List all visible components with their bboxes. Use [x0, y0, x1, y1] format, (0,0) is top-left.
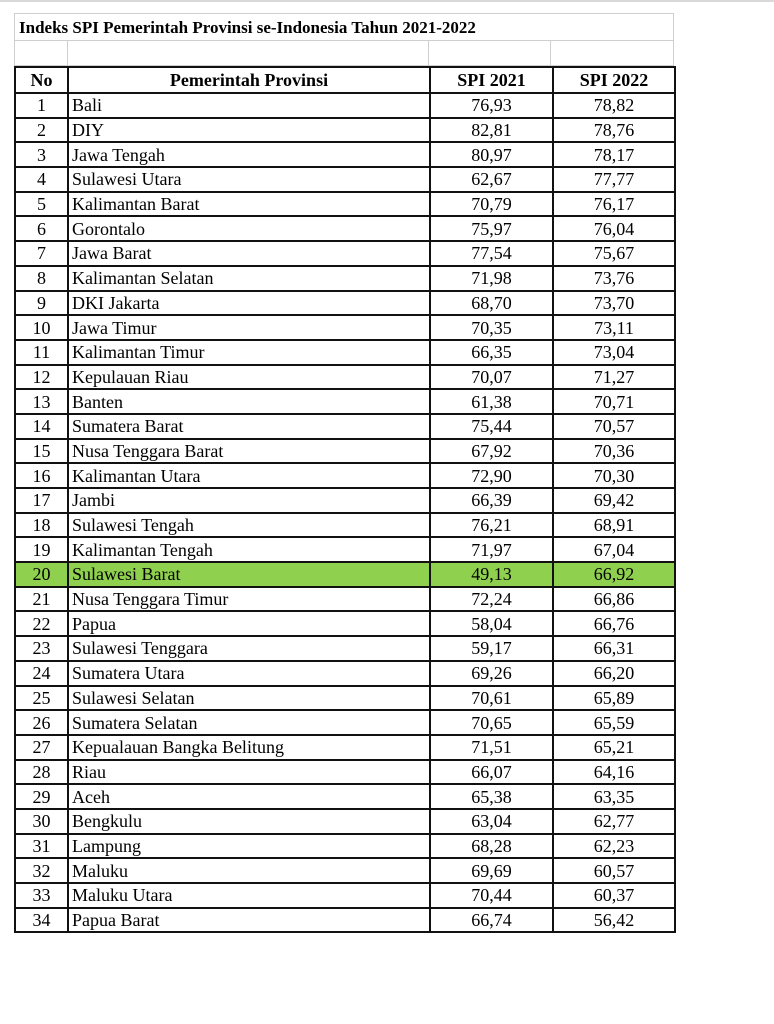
- top-divider: [0, 0, 774, 2]
- spi-table: [14, 66, 676, 933]
- spi-2021-cell: 76,93: [430, 93, 553, 118]
- spi-2021-cell: 77,54: [430, 241, 553, 266]
- table-row: [15, 142, 675, 167]
- no-cell: 31: [15, 834, 68, 859]
- spi-2022-cell: 71,27: [553, 365, 675, 390]
- table-row: [15, 735, 675, 760]
- table-row: [15, 834, 675, 859]
- spi-2022-cell: 70,57: [553, 414, 675, 439]
- province-cell: Kalimantan Utara: [68, 463, 430, 488]
- spi-2021-cell: 62,67: [430, 167, 553, 192]
- province-cell: Jawa Timur: [68, 315, 430, 340]
- province-cell: Maluku Utara: [68, 883, 430, 908]
- no-cell: 8: [15, 266, 68, 291]
- no-cell: 25: [15, 686, 68, 711]
- table-body: [15, 93, 675, 932]
- blank-cell: [15, 41, 68, 65]
- province-cell: Papua: [68, 611, 430, 636]
- no-cell: 5: [15, 192, 68, 217]
- no-cell: 14: [15, 414, 68, 439]
- no-cell: 20: [15, 562, 68, 587]
- spi-2022-cell: 66,92: [553, 562, 675, 587]
- spi-2021-cell: 71,97: [430, 537, 553, 562]
- spi-2021-cell: 69,26: [430, 661, 553, 686]
- table-row: [15, 167, 675, 192]
- no-cell: 17: [15, 488, 68, 513]
- blank-cell: [429, 41, 552, 65]
- province-cell: Sumatera Utara: [68, 661, 430, 686]
- spi-2021-cell: 71,51: [430, 735, 553, 760]
- table-row: [15, 118, 675, 143]
- no-cell: 9: [15, 291, 68, 316]
- spi-2021-cell: 82,81: [430, 118, 553, 143]
- spi-2021-cell: 70,79: [430, 192, 553, 217]
- province-cell: Riau: [68, 760, 430, 785]
- table-row: [15, 266, 675, 291]
- spi-2021-cell: 66,35: [430, 340, 553, 365]
- spi-2021-cell: 80,97: [430, 142, 553, 167]
- province-cell: Sumatera Barat: [68, 414, 430, 439]
- table-row: [15, 241, 675, 266]
- no-cell: 34: [15, 908, 68, 933]
- spi-2022-cell: 76,17: [553, 192, 675, 217]
- spi-2021-cell: 70,35: [430, 315, 553, 340]
- province-cell: Bengkulu: [68, 809, 430, 834]
- spi-2022-cell: 66,20: [553, 661, 675, 686]
- spi-2022-cell: 62,23: [553, 834, 675, 859]
- spi-2022-cell: 73,04: [553, 340, 675, 365]
- table-row: [15, 513, 675, 538]
- spi-2021-cell: 75,44: [430, 414, 553, 439]
- header-province: Pemerintah Provinsi: [68, 67, 430, 93]
- spi-2022-cell: 65,89: [553, 686, 675, 711]
- spi-2022-cell: 78,82: [553, 93, 675, 118]
- table-row: [15, 93, 675, 118]
- table-row: [15, 636, 675, 661]
- no-cell: 24: [15, 661, 68, 686]
- spi-2021-cell: 66,39: [430, 488, 553, 513]
- spi-2021-cell: 58,04: [430, 611, 553, 636]
- table-row: [15, 710, 675, 735]
- header-no: No: [15, 67, 68, 93]
- no-cell: 22: [15, 611, 68, 636]
- table-row: [15, 389, 675, 414]
- spi-2022-cell: 63,35: [553, 784, 675, 809]
- spi-2021-cell: 70,44: [430, 883, 553, 908]
- no-cell: 21: [15, 587, 68, 612]
- no-cell: 1: [15, 93, 68, 118]
- header-spi-2021: SPI 2021: [430, 67, 553, 93]
- no-cell: 12: [15, 365, 68, 390]
- table-row: [15, 661, 675, 686]
- blank-row: [14, 40, 674, 66]
- table-row: [15, 883, 675, 908]
- header-spi-2022: SPI 2022: [553, 67, 675, 93]
- spi-2022-cell: 70,71: [553, 389, 675, 414]
- province-cell: Banten: [68, 389, 430, 414]
- province-cell: Kepualauan Bangka Belitung: [68, 735, 430, 760]
- province-cell: Jambi: [68, 488, 430, 513]
- spi-2022-cell: 78,76: [553, 118, 675, 143]
- spi-2021-cell: 61,38: [430, 389, 553, 414]
- spi-2022-cell: 66,31: [553, 636, 675, 661]
- spi-2021-cell: 75,97: [430, 216, 553, 241]
- province-cell: Kalimantan Selatan: [68, 266, 430, 291]
- no-cell: 15: [15, 439, 68, 464]
- spi-2022-cell: 76,04: [553, 216, 675, 241]
- table-title: Indeks SPI Pemerintah Provinsi se-Indonesia Tahun 2021-2022: [14, 13, 674, 40]
- no-cell: 33: [15, 883, 68, 908]
- table-row: [15, 908, 675, 933]
- spi-2021-cell: 68,28: [430, 834, 553, 859]
- no-cell: 30: [15, 809, 68, 834]
- no-cell: 11: [15, 340, 68, 365]
- province-cell: DIY: [68, 118, 430, 143]
- table-row: [15, 216, 675, 241]
- province-cell: Jawa Barat: [68, 241, 430, 266]
- spi-2021-cell: 71,98: [430, 266, 553, 291]
- table-row: [15, 340, 675, 365]
- table-row: [15, 587, 675, 612]
- spi-2021-cell: 68,70: [430, 291, 553, 316]
- spi-2021-cell: 67,92: [430, 439, 553, 464]
- spi-2021-cell: 63,04: [430, 809, 553, 834]
- spi-2022-cell: 69,42: [553, 488, 675, 513]
- province-cell: Sulawesi Barat: [68, 562, 430, 587]
- province-cell: Bali: [68, 93, 430, 118]
- province-cell: Sulawesi Tenggara: [68, 636, 430, 661]
- no-cell: 28: [15, 760, 68, 785]
- province-cell: Kepulauan Riau: [68, 365, 430, 390]
- spi-2022-cell: 64,16: [553, 760, 675, 785]
- spi-2022-cell: 75,67: [553, 241, 675, 266]
- table-row: [15, 488, 675, 513]
- spi-2022-cell: 62,77: [553, 809, 675, 834]
- spi-2021-cell: 70,07: [430, 365, 553, 390]
- spi-2021-cell: 66,07: [430, 760, 553, 785]
- table-row: [15, 315, 675, 340]
- spi-2022-cell: 56,42: [553, 908, 675, 933]
- no-cell: 4: [15, 167, 68, 192]
- table-row: [15, 760, 675, 785]
- table-row: [15, 463, 675, 488]
- blank-cell: [551, 41, 673, 65]
- no-cell: 6: [15, 216, 68, 241]
- table-row: [15, 291, 675, 316]
- no-cell: 2: [15, 118, 68, 143]
- spi-2021-cell: 72,90: [430, 463, 553, 488]
- province-cell: Aceh: [68, 784, 430, 809]
- no-cell: 29: [15, 784, 68, 809]
- spi-2021-cell: 66,74: [430, 908, 553, 933]
- province-cell: Lampung: [68, 834, 430, 859]
- spi-2021-cell: 59,17: [430, 636, 553, 661]
- spi-2021-cell: 72,24: [430, 587, 553, 612]
- table-row: [15, 192, 675, 217]
- province-cell: Jawa Tengah: [68, 142, 430, 167]
- table-row: [15, 439, 675, 464]
- province-cell: Kalimantan Timur: [68, 340, 430, 365]
- table-row: [15, 858, 675, 883]
- table-row: [15, 365, 675, 390]
- no-cell: 18: [15, 513, 68, 538]
- blank-cell: [68, 41, 429, 65]
- no-cell: 23: [15, 636, 68, 661]
- spi-2021-cell: 69,69: [430, 858, 553, 883]
- header-row: [15, 67, 675, 93]
- province-cell: Sulawesi Selatan: [68, 686, 430, 711]
- no-cell: 3: [15, 142, 68, 167]
- table-row: [15, 784, 675, 809]
- no-cell: 10: [15, 315, 68, 340]
- table-row: [15, 686, 675, 711]
- province-cell: Nusa Tenggara Barat: [68, 439, 430, 464]
- province-cell: Kalimantan Barat: [68, 192, 430, 217]
- province-cell: Gorontalo: [68, 216, 430, 241]
- spi-2022-cell: 65,59: [553, 710, 675, 735]
- spi-2021-cell: 65,38: [430, 784, 553, 809]
- table-row: [15, 537, 675, 562]
- no-cell: 26: [15, 710, 68, 735]
- spi-2021-cell: 70,61: [430, 686, 553, 711]
- no-cell: 32: [15, 858, 68, 883]
- table-row: [15, 562, 675, 587]
- no-cell: 27: [15, 735, 68, 760]
- province-cell: Sulawesi Tengah: [68, 513, 430, 538]
- spi-2022-cell: 60,57: [553, 858, 675, 883]
- spi-2022-cell: 73,11: [553, 315, 675, 340]
- spi-2021-cell: 76,21: [430, 513, 553, 538]
- spi-2022-cell: 66,76: [553, 611, 675, 636]
- spreadsheet: [14, 13, 674, 933]
- spi-2022-cell: 70,30: [553, 463, 675, 488]
- province-cell: Sumatera Selatan: [68, 710, 430, 735]
- spi-2022-cell: 67,04: [553, 537, 675, 562]
- spi-2021-cell: 70,65: [430, 710, 553, 735]
- province-cell: DKI Jakarta: [68, 291, 430, 316]
- province-cell: Nusa Tenggara Timur: [68, 587, 430, 612]
- no-cell: 19: [15, 537, 68, 562]
- spi-2022-cell: 68,91: [553, 513, 675, 538]
- spi-2021-cell: 49,13: [430, 562, 553, 587]
- spi-2022-cell: 66,86: [553, 587, 675, 612]
- spi-2022-cell: 78,17: [553, 142, 675, 167]
- spi-2022-cell: 77,77: [553, 167, 675, 192]
- province-cell: Maluku: [68, 858, 430, 883]
- spi-2022-cell: 65,21: [553, 735, 675, 760]
- province-cell: Papua Barat: [68, 908, 430, 933]
- spi-2022-cell: 73,70: [553, 291, 675, 316]
- no-cell: 13: [15, 389, 68, 414]
- spi-2022-cell: 73,76: [553, 266, 675, 291]
- spi-2022-cell: 70,36: [553, 439, 675, 464]
- table-row: [15, 611, 675, 636]
- province-cell: Sulawesi Utara: [68, 167, 430, 192]
- spi-2022-cell: 60,37: [553, 883, 675, 908]
- table-row: [15, 414, 675, 439]
- no-cell: 7: [15, 241, 68, 266]
- province-cell: Kalimantan Tengah: [68, 537, 430, 562]
- table-row: [15, 809, 675, 834]
- no-cell: 16: [15, 463, 68, 488]
